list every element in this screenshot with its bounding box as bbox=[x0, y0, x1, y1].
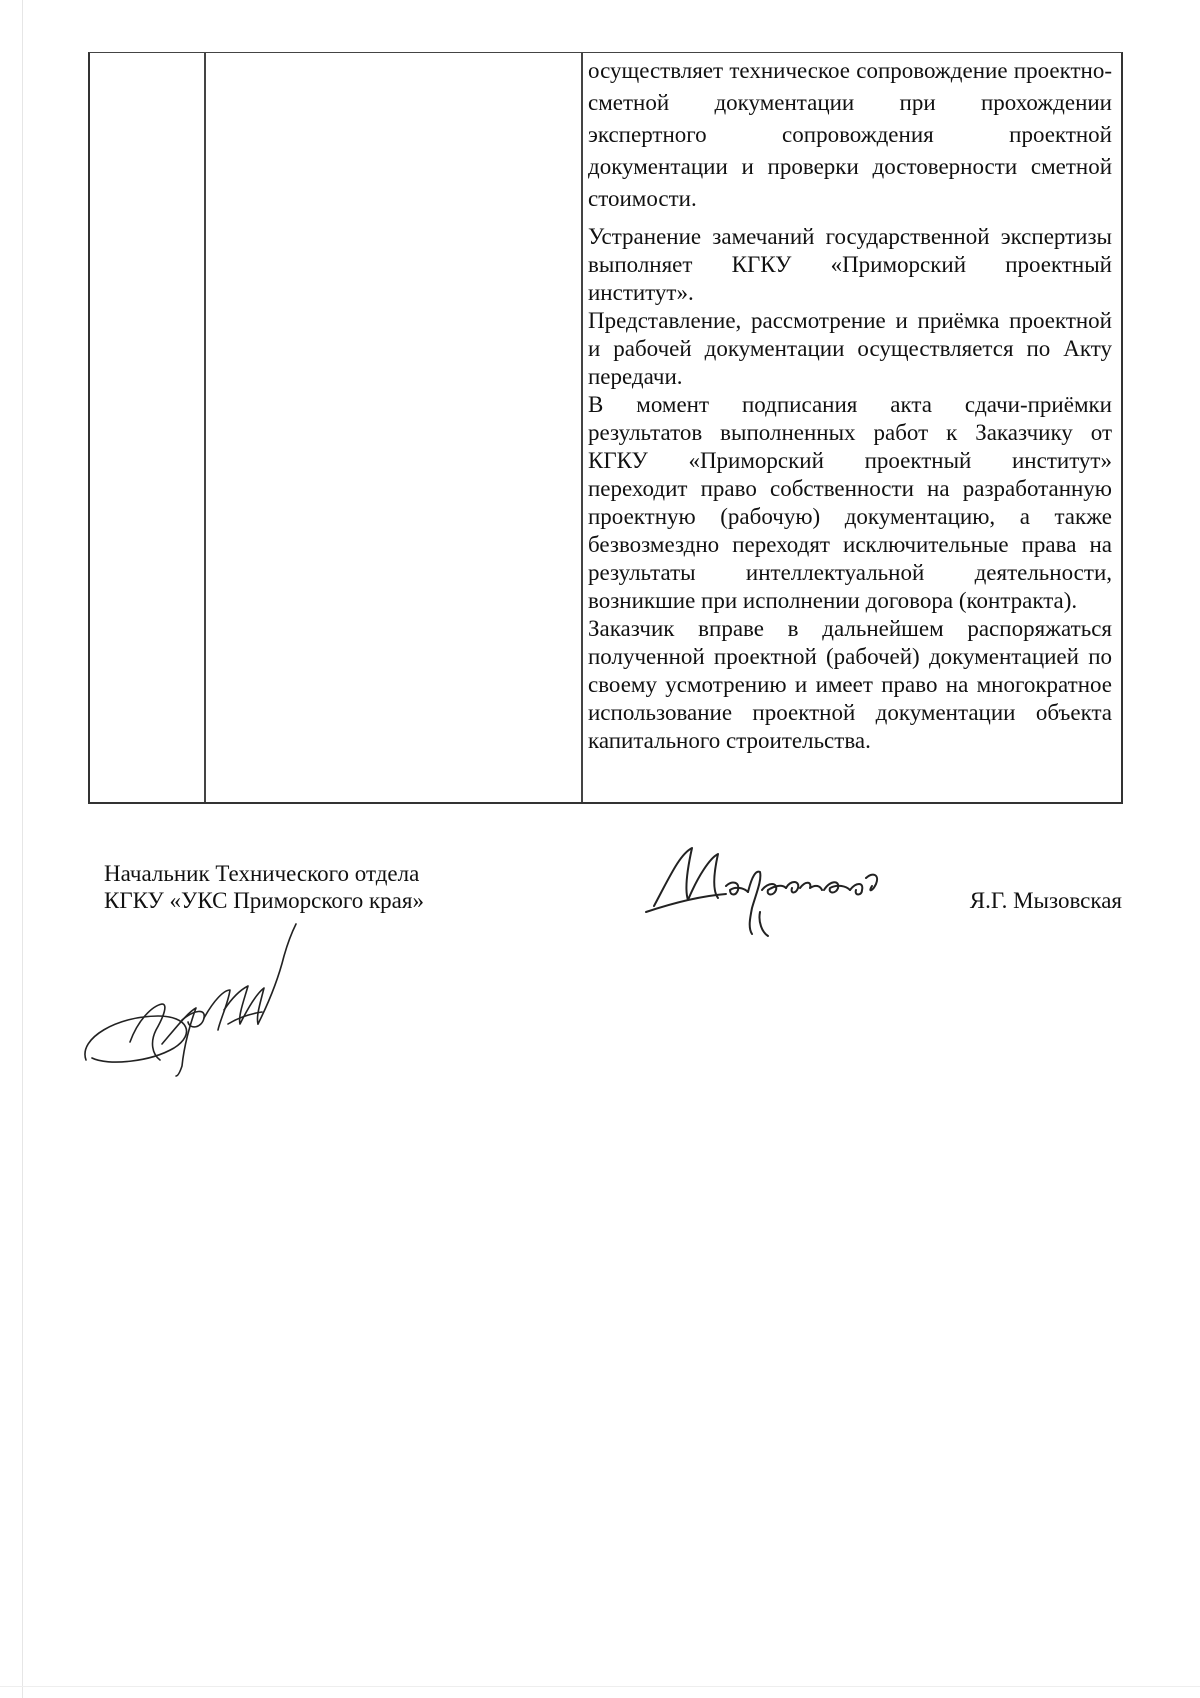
signatory-name: Я.Г. Мызовская bbox=[969, 888, 1122, 913]
handwritten-signature bbox=[640, 836, 910, 946]
signatory-position bbox=[104, 860, 424, 914]
table-paragraph: В момент подписания акта сдачи-приёмки результатов выполненных работ к Заказчику от КГКУ «Приморский проектный институт» переходит право собственности на разработанную проектную (рабочую) документацию, а также безвозмездно переходят исключительные права на результаты интеллектуальной деятельности, возникшие при исполнении договора (контракта). bbox=[588, 392, 1112, 613]
table-paragraph: Устранение замечаний государственной экспертизы выполняет КГКУ «Приморский проектный институт». bbox=[588, 224, 1112, 305]
initials-signature bbox=[78, 920, 318, 1080]
table-column-divider bbox=[581, 53, 583, 802]
table-column-divider bbox=[204, 53, 206, 802]
scan-edge-artifact bbox=[0, 1686, 1200, 1687]
signatory-position-line: Начальник Технического отдела bbox=[104, 861, 420, 886]
signatory-position-line: КГКУ «УКС Приморского края» bbox=[104, 888, 424, 913]
scan-edge-artifact bbox=[22, 0, 23, 1698]
table-paragraph: осуществляет техническое сопровождение проектно-сметной документации при прохождении экспертного сопровождения проектной документации и проверки достоверности сметной стоимости. bbox=[588, 58, 1112, 211]
table-paragraph: Представление, рассмотрение и приёмка проектной и рабочей документации осуществляется по Акту передачи. bbox=[588, 308, 1112, 389]
table-paragraph: Заказчик вправе в дальнейшем распоряжаться полученной проектной (рабочей) документацией по своему усмотрению и имеет право на многократное использование проектной документации объекта капитального строительства. bbox=[588, 616, 1112, 753]
requirements-table bbox=[88, 52, 1123, 804]
table-cell-description bbox=[588, 55, 1112, 755]
